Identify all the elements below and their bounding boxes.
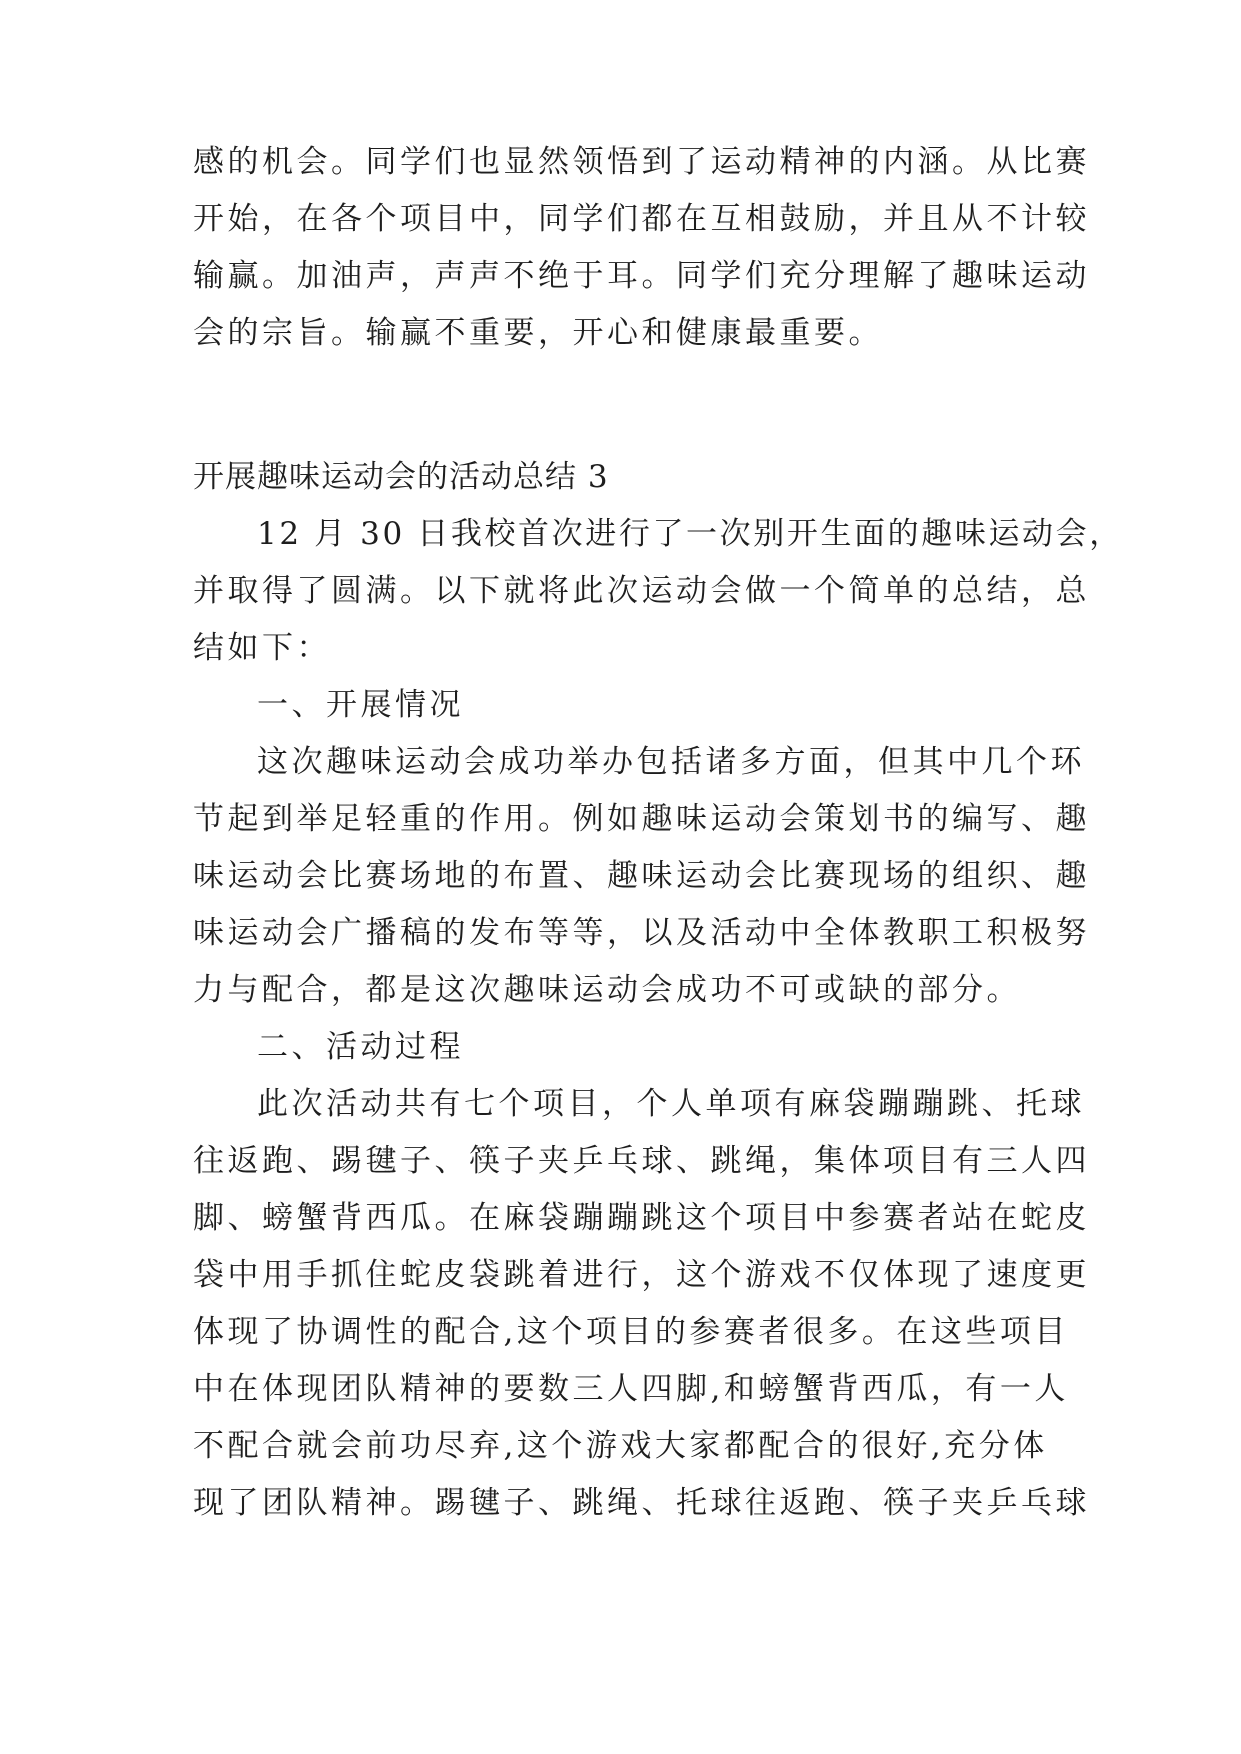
section-title: 开展趣味运动会的活动总结 3 (193, 459, 609, 495)
text-line: 中在体现团队精神的要数三人四脚,和螃蟹背西瓜，有一人 (193, 1371, 1069, 1407)
text-line: 不配合就会前功尽弃,这个游戏大家都配合的很好,充分体 (193, 1428, 1048, 1464)
text-line: 味运动会比赛场地的布置、趣味运动会比赛现场的组织、趣 (193, 858, 1090, 894)
text-line: 并取得了圆满。以下就将此次运动会做一个简单的总结，总 (193, 573, 1090, 609)
text-line: 袋中用手抓住蛇皮袋跳着进行，这个游戏不仅体现了速度更 (193, 1257, 1090, 1293)
text-line: 味运动会广播稿的发布等等，以及活动中全体教职工积极努 (193, 915, 1090, 951)
text-line: 输赢。加油声，声声不绝于耳。同学们充分理解了趣味运动 (193, 258, 1090, 294)
text-line: 开始，在各个项目中，同学们都在互相鼓励，并且从不计较 (193, 201, 1090, 237)
text-line: 结如下： (193, 630, 331, 666)
text-line: 这次趣味运动会成功举办包括诸多方面，但其中几个环 (257, 744, 1085, 780)
text-line: 感的机会。同学们也显然领悟到了运动精神的内涵。从比赛 (193, 144, 1090, 180)
text-line: 体现了协调性的配合,这个项目的参赛者很多。在这些项目 (193, 1314, 1069, 1350)
text-line: 往返跑、踢毽子、筷子夹乒乓球、跳绳，集体项目有三人四 (193, 1143, 1090, 1179)
text-line: 脚、螃蟹背西瓜。在麻袋蹦蹦跳这个项目中参赛者站在蛇皮 (193, 1200, 1090, 1236)
text-line: 力与配合，都是这次趣味运动会成功不可或缺的部分。 (193, 972, 1021, 1008)
text-line: 12 月 30 日我校首次进行了一次别开生面的趣味运动会， (257, 516, 1123, 552)
text-line: 节起到举足轻重的作用。例如趣味运动会策划书的编写、趣 (193, 801, 1090, 837)
text-line: 会的宗旨。输赢不重要，开心和健康最重要。 (193, 315, 883, 351)
text-line: 现了团队精神。踢毽子、跳绳、托球往返跑、筷子夹乒乓球 (193, 1485, 1090, 1521)
text-line: 此次活动共有七个项目，个人单项有麻袋蹦蹦跳、托球 (257, 1086, 1085, 1122)
heading-process: 二、活动过程 (257, 1029, 464, 1065)
heading-development: 一、开展情况 (257, 687, 464, 723)
